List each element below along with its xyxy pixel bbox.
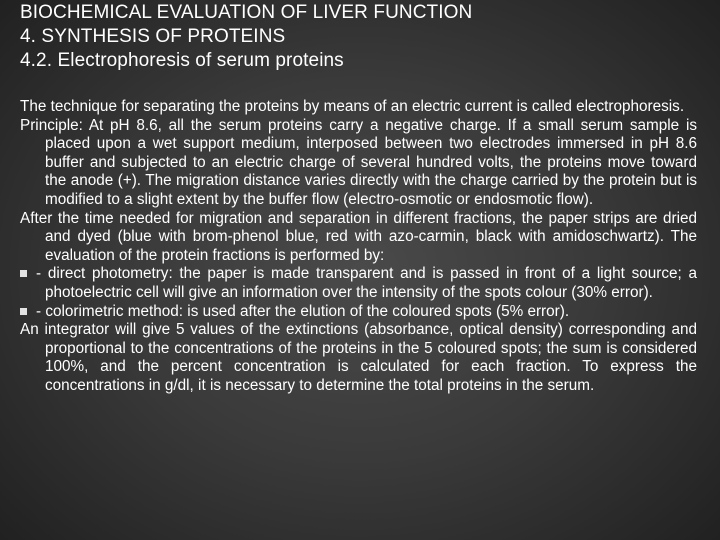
paragraph-principle [20,117,697,210]
paragraph-procedure [20,210,697,266]
square-bullet-icon [20,308,27,315]
title-line-2: 4. SYNTHESIS OF PROTEINS [20,26,286,47]
bullet-item-colorimetric-text: - colorimetric method: is used after the elution of the coloured spots (5% error). [36,302,570,320]
paragraph-principle-text: Principle: At pH 8.6, all the serum proteins carry a negative charge. If a small serum sample is placed upon a wet support medium, interposed between two electrodes immersed in pH 8.6 buffer and subjected to an electric charge of several hundred volts, the proteins move toward the anode (+). The migration distance varies directly with the charge carried by the protein but is modified to a slight extent by the buffer flow (electro-osmotic or endosmotic flow). [20,116,697,208]
paragraph-definition [20,98,697,117]
bullet-item-colorimetric [20,303,697,322]
paragraph-integrator-text: An integrator will give 5 values of the extinctions (absorbance, optical density) corresponding and proportional to the concentrations of the proteins in the 5 coloured spots; the sum is considered 100%, and the percent concentration is calculated for each fraction. To express the concentrations in g/dl, it is necessary to determine the total proteins in the serum. [20,321,697,394]
paragraph-definition-text: The technique for separating the proteins by means of an electric current is called electrophoresis. [20,98,685,115]
paragraph-integrator [20,321,697,395]
title-line-1: BIOCHEMICAL EVALUATION OF LIVER FUNCTION [20,2,473,23]
slide-body [20,98,697,396]
bullet-item-photometry [20,265,697,302]
bullet-item-photometry-text: - direct photometry: the paper is made transparent and is passed in front of a light source; a photoelectric cell will give an information over the intensity of the spots colour (30% error). [36,265,697,301]
slide-title [20,1,710,73]
paragraph-procedure-text: After the time needed for migration and separation in different fractions, the paper strips are dried and dyed (blue with brom-phenol blue, red with azo-carmin, black with amidoschwartz). The evaluation of the protein fractions is performed by: [20,209,697,264]
title-line-3: 4.2. Electrophoresis of serum proteins [20,50,344,71]
square-bullet-icon [20,270,27,277]
